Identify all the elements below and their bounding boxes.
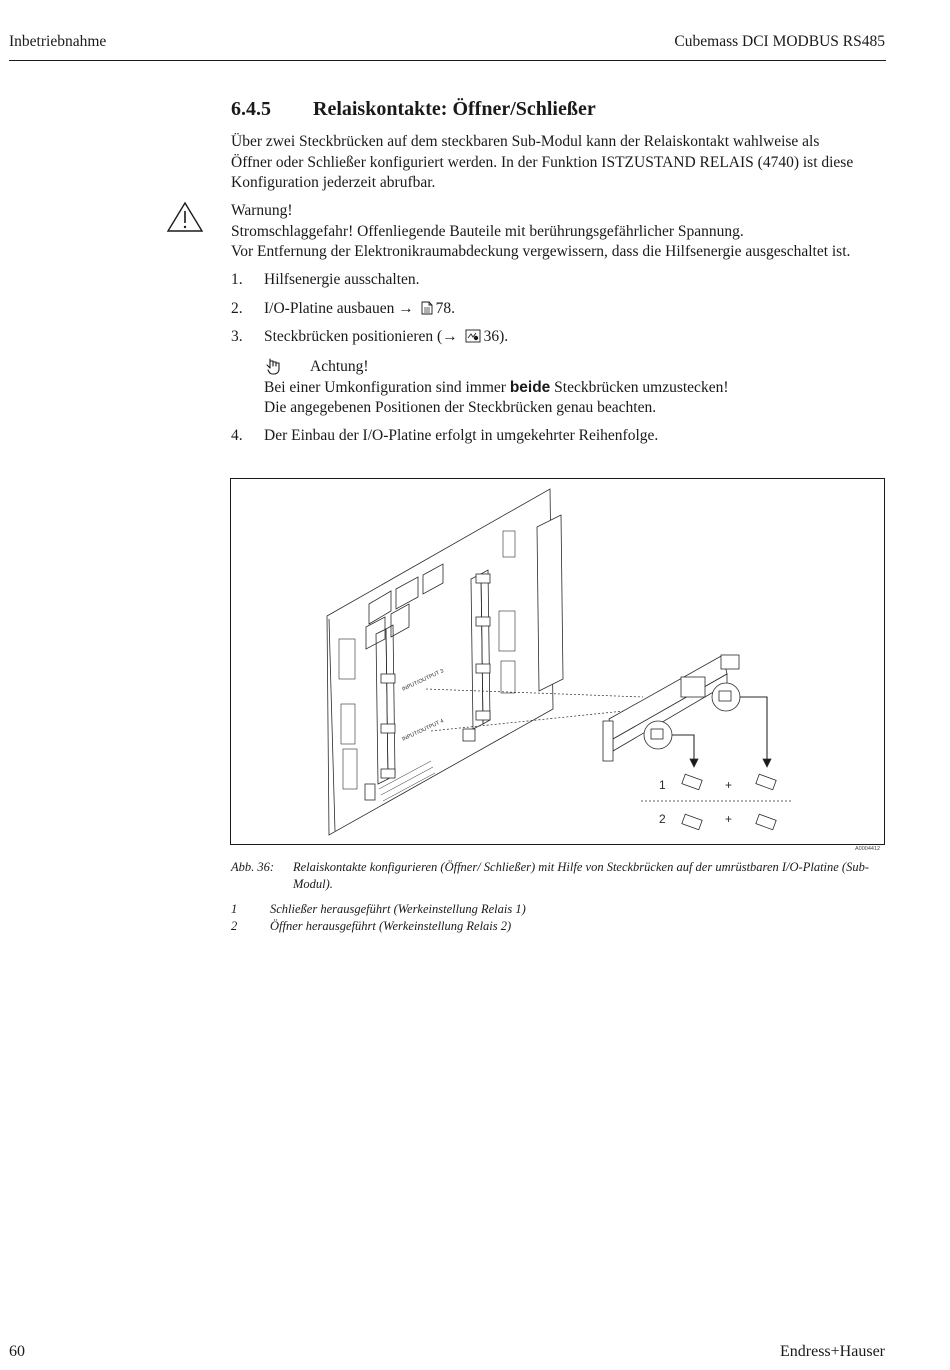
page-reference[interactable]: 78. xyxy=(435,300,456,317)
page-number: 60 xyxy=(9,1343,25,1360)
jumper-detail-circle-2 xyxy=(712,683,740,711)
step-4 xyxy=(231,427,658,445)
board-label-io4: INPUT/OUTPUT 4 xyxy=(401,718,445,743)
attention-text: Steckbrücken umzustecken! xyxy=(550,378,729,396)
step-text: Der Einbau der I/O-Platine erfolgt in umgekehrter Reihenfolge. xyxy=(264,427,659,444)
page-reference-icon xyxy=(421,301,433,315)
arrow-icon: → xyxy=(398,300,414,317)
terminal-strip xyxy=(537,515,563,691)
running-header-chapter: Inbetriebnahme xyxy=(9,33,107,50)
attention-text: Bei einer Umkonfiguration sind immer xyxy=(264,378,510,396)
section-number: 6.4.5 xyxy=(231,98,271,120)
intro-line: Konfiguration jederzeit abrufbar. xyxy=(231,174,436,191)
figure-reference-icon xyxy=(465,329,481,343)
attention-title: Achtung! xyxy=(310,358,369,375)
step-number: 3. xyxy=(231,328,243,345)
intro-paragraph xyxy=(231,132,891,194)
legend-text: Öffner herausgeführt (Werkeinstellung Relais 2) xyxy=(270,919,512,933)
arrow-icon: → xyxy=(442,328,458,345)
step-text: I/O-Platine ausbauen xyxy=(264,300,395,317)
figure-code: A0004412 xyxy=(855,846,881,852)
attention-line xyxy=(264,378,894,399)
intro-line: Über zwei Steckbrücken auf dem steckbaren Sub-Modul kann der Relaiskontakt wahlweise als xyxy=(231,133,820,150)
caption-text: Relaiskontakte konfigurieren (Öffner/ Schließer) mit Hilfe von Steckbrücken auf der umrüstbaren I/O-Platine (Sub-Modul). xyxy=(293,860,870,891)
step-text: Hilfsenergie ausschalten. xyxy=(264,271,420,288)
step-2 xyxy=(231,300,455,318)
section-heading xyxy=(231,98,596,121)
warning-line: Stromschlaggefahr! Offenliegende Bauteile mit berührungsgefährlicher Spannung. xyxy=(231,222,744,240)
pointing-hand-icon xyxy=(264,357,284,375)
step-number: 2. xyxy=(231,300,243,317)
legend-text: Schließer herausgeführt (Werkeinstellung Relais 1) xyxy=(270,902,526,916)
attention-line: Die angegebenen Positionen der Steckbrücken genau beachten. xyxy=(264,399,657,416)
board-label-io3: INPUT/OUTPUT 3 xyxy=(401,668,445,693)
figure-caption xyxy=(231,859,891,893)
callout-number-1: 1 xyxy=(659,778,666,792)
step-number: 1. xyxy=(231,271,243,288)
warning-triangle-icon xyxy=(166,201,204,233)
step-number: 4. xyxy=(231,427,243,444)
legend-item xyxy=(231,902,526,917)
attention-note xyxy=(264,357,894,419)
intro-line: Öffner oder Schließer konfiguriert werden. In der Funktion ISTZUSTAND RELAIS (4740) ist diese xyxy=(231,153,854,171)
header-rule xyxy=(9,60,886,61)
running-header-product: Cubemass DCI MODBUS RS485 xyxy=(674,33,885,50)
footer-brand: Endress+Hauser xyxy=(780,1343,885,1360)
figure-reference[interactable]: 36). xyxy=(483,328,509,345)
section-title: Relaiskontakte: Öffner/Schließer xyxy=(313,98,596,120)
warning-block xyxy=(231,201,901,263)
plus-sign-1: + xyxy=(725,778,733,792)
step-3 xyxy=(231,328,508,346)
io-board-illustration xyxy=(231,479,884,844)
legend-item xyxy=(231,919,511,934)
io-board-outline xyxy=(327,489,553,835)
step-1 xyxy=(231,271,420,289)
caption-label: Abb. 36: xyxy=(231,860,275,874)
attention-emphasis: beide xyxy=(509,378,551,396)
warning-line: Vor Entfernung der Elektronikraumabdeckung vergewissern, dass die Hilfsenergie ausgeschaltet ist. xyxy=(231,243,851,260)
jumper-detail-circle-1 xyxy=(644,721,672,749)
legend-key: 1 xyxy=(231,902,238,916)
figure-frame xyxy=(230,478,885,845)
step-text: Steckbrücken positionieren ( xyxy=(264,328,443,345)
warning-title: Warnung! xyxy=(231,202,293,219)
plus-sign-2: + xyxy=(725,812,733,826)
legend-key: 2 xyxy=(231,919,238,933)
callout-number-2: 2 xyxy=(659,812,666,826)
